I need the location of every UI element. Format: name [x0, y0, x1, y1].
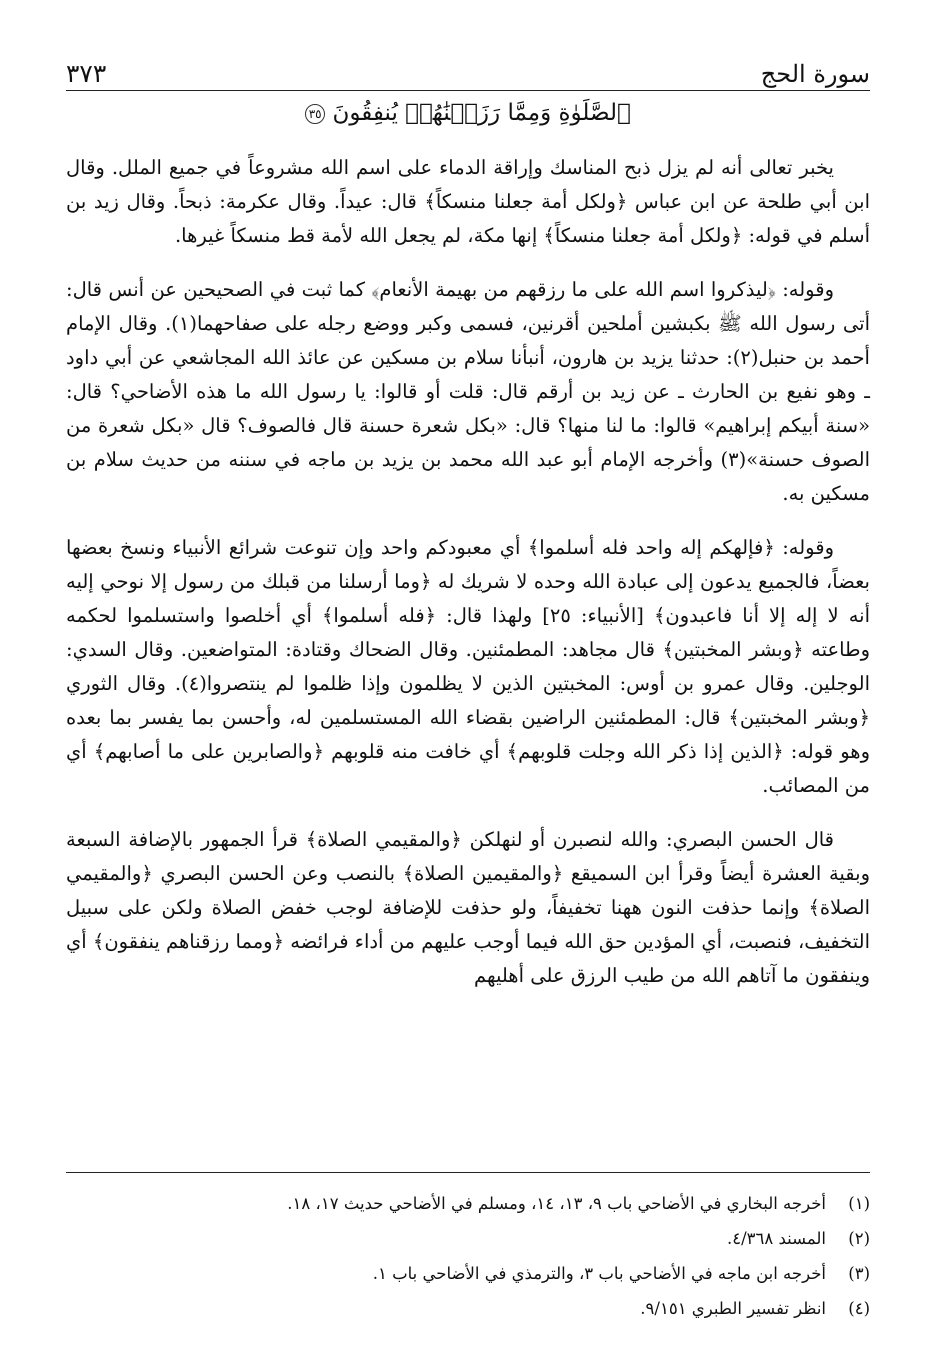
footnote-text: أخرجه البخاري في الأضاحي باب ٩، ١٣، ١٤، ومسلم في الأضاحي حديث ١٧، ١٨. [287, 1194, 826, 1213]
footnote-divider [66, 1172, 870, 1173]
footnote-number: (٣) [848, 1264, 870, 1283]
page-number: ٣٧٣ [66, 59, 107, 88]
footnote-number: (٢) [848, 1229, 870, 1248]
footnote [66, 1186, 870, 1221]
footnote [66, 1291, 870, 1326]
footnote-text: أخرجه ابن ماجه في الأضاحي باب ٣، والترمذي في الأضاحي باب ١. [372, 1264, 826, 1283]
footnotes [66, 1186, 870, 1326]
footnote-number: (٤) [848, 1299, 870, 1318]
verse-text: ٱلصَّلَوٰةِ وَمِمَّا رَزَقۡنَٰهُمۡ يُنفِقُونَ [332, 100, 631, 126]
page-header [66, 52, 870, 91]
footnote [66, 1221, 870, 1256]
paragraph-1: يخبر تعالى أنه لم يزل ذبح المناسك وإراقة الدماء على اسم الله مشروعاً في جميع الملل. وقال ابن أبي طلحة عن ابن عباس ﴿ولكل أمة جعلنا منسكاً﴾ قال: عيداً. وقال عكرمة: ذبحاً. وقال زيد بن أسلم في قوله: ﴿ولكل أمة جعلنا منسكاً﴾ إنها مكة، لم يجعل الله لأمة قط منسكاً غيرها. [66, 156, 870, 248]
surah-name: سورة الحج [760, 60, 870, 88]
footnote-text: انظر تفسير الطبري ٩/١٥١. [640, 1299, 826, 1318]
verse-number: ٣٥ [305, 104, 325, 124]
paragraph-3: وقوله: ﴿فإلهكم إله واحد فله أسلموا﴾ أي معبودكم واحد وإن تنوعت شرائع الأنبياء ونسخ بعضها بعضاً، فالجميع يدعون إلى عبادة الله وحده لا شريك له ﴿وما أرسلنا من قبلك من رسول إلا نوحي إليه أنه لا إله إلا أنا فاعبدون﴾ [الأنبياء: ٢٥] ولهذا قال: ﴿فله أسلموا﴾ أي أخلصوا واستسلموا لحكمه وطاعته ﴿وبشر المخبتين﴾ قال مجاهد: المطمئنين. وقال الضحاك وقتادة: المتواضعين. وقال السدي: الوجلين. وقال عمرو بن أوس: المخبتين الذين لا يظلمون وإذا ظلموا لم ينتصروا(٤). وقال الثوري ﴿وبشر المخبتين﴾ قال: المطمئنين الراضين بقضاء الله المستسلمين له، وأحسن بما يفسر بما بعده وهو قوله: ﴿الذين إذا ذكر الله وجلت قلوبهم﴾ أي خافت منه قلوبهم ﴿والصابرين على ما أصابهم﴾ أي من المصائب. [66, 536, 870, 798]
footnote [66, 1256, 870, 1291]
paragraph-2: وقوله: ﴿ليذكروا اسم الله على ما رزقهم من بهيمة الأنعام﴾ كما ثبت في الصحيحين عن أنس قال: أتى رسول الله ﷺ بكبشين أملحين أقرنين، فسمى وكبر ووضع رجله على صفاحهما(١). وقال الإمام أحمد بن حنبل(٢): حدثنا يزيد بن هارون، أنبأنا سلام بن مسكين عن عائذ الله المجاشعي عن أبي داود ـ وهو نفيع بن الحارث ـ عن زيد بن أرقم قال: قلت أو قالوا: يا رسول الله ما هذه الأضاحي؟ قال: «سنة أبيكم إبراهيم» قالوا: ما لنا منها؟ قال: «بكل شعرة حسنة قال فالصوف؟ قال «بكل شعرة من الصوف حسنة»(٣) وأخرجه الإمام أبو عبد الله محمد بن يزيد بن ماجه في سننه من حديث سلام بن مسكين به. [66, 278, 870, 506]
footnote-number: (١) [848, 1194, 870, 1213]
footnote-text: المسند ٤/٣٦٨. [726, 1229, 826, 1248]
quran-verse [66, 97, 870, 129]
paragraph-4: قال الحسن البصري: والله لنصبرن أو لنهلكن ﴿والمقيمي الصلاة﴾ قرأ الجمهور بالإضافة السبعة وبقية العشرة أيضاً وقرأ ابن السميقع ﴿والمقيمين الصلاة﴾ بالنصب وعن الحسن البصري ﴿والمقيمي الصلاة﴾ وإنما حذفت النون ههنا تخفيفاً، ولو حذفت للإضافة لوجب خفض الصلاة ولكن على سبيل التخفيف، فنصبت، أي المؤدين حق الله فيما أوجب عليهم من أداء فرائضه ﴿ومما رزقناهم ينفقون﴾ أي وينفقون ما آتاهم الله من طيب الرزق على أهليهم [66, 828, 870, 988]
